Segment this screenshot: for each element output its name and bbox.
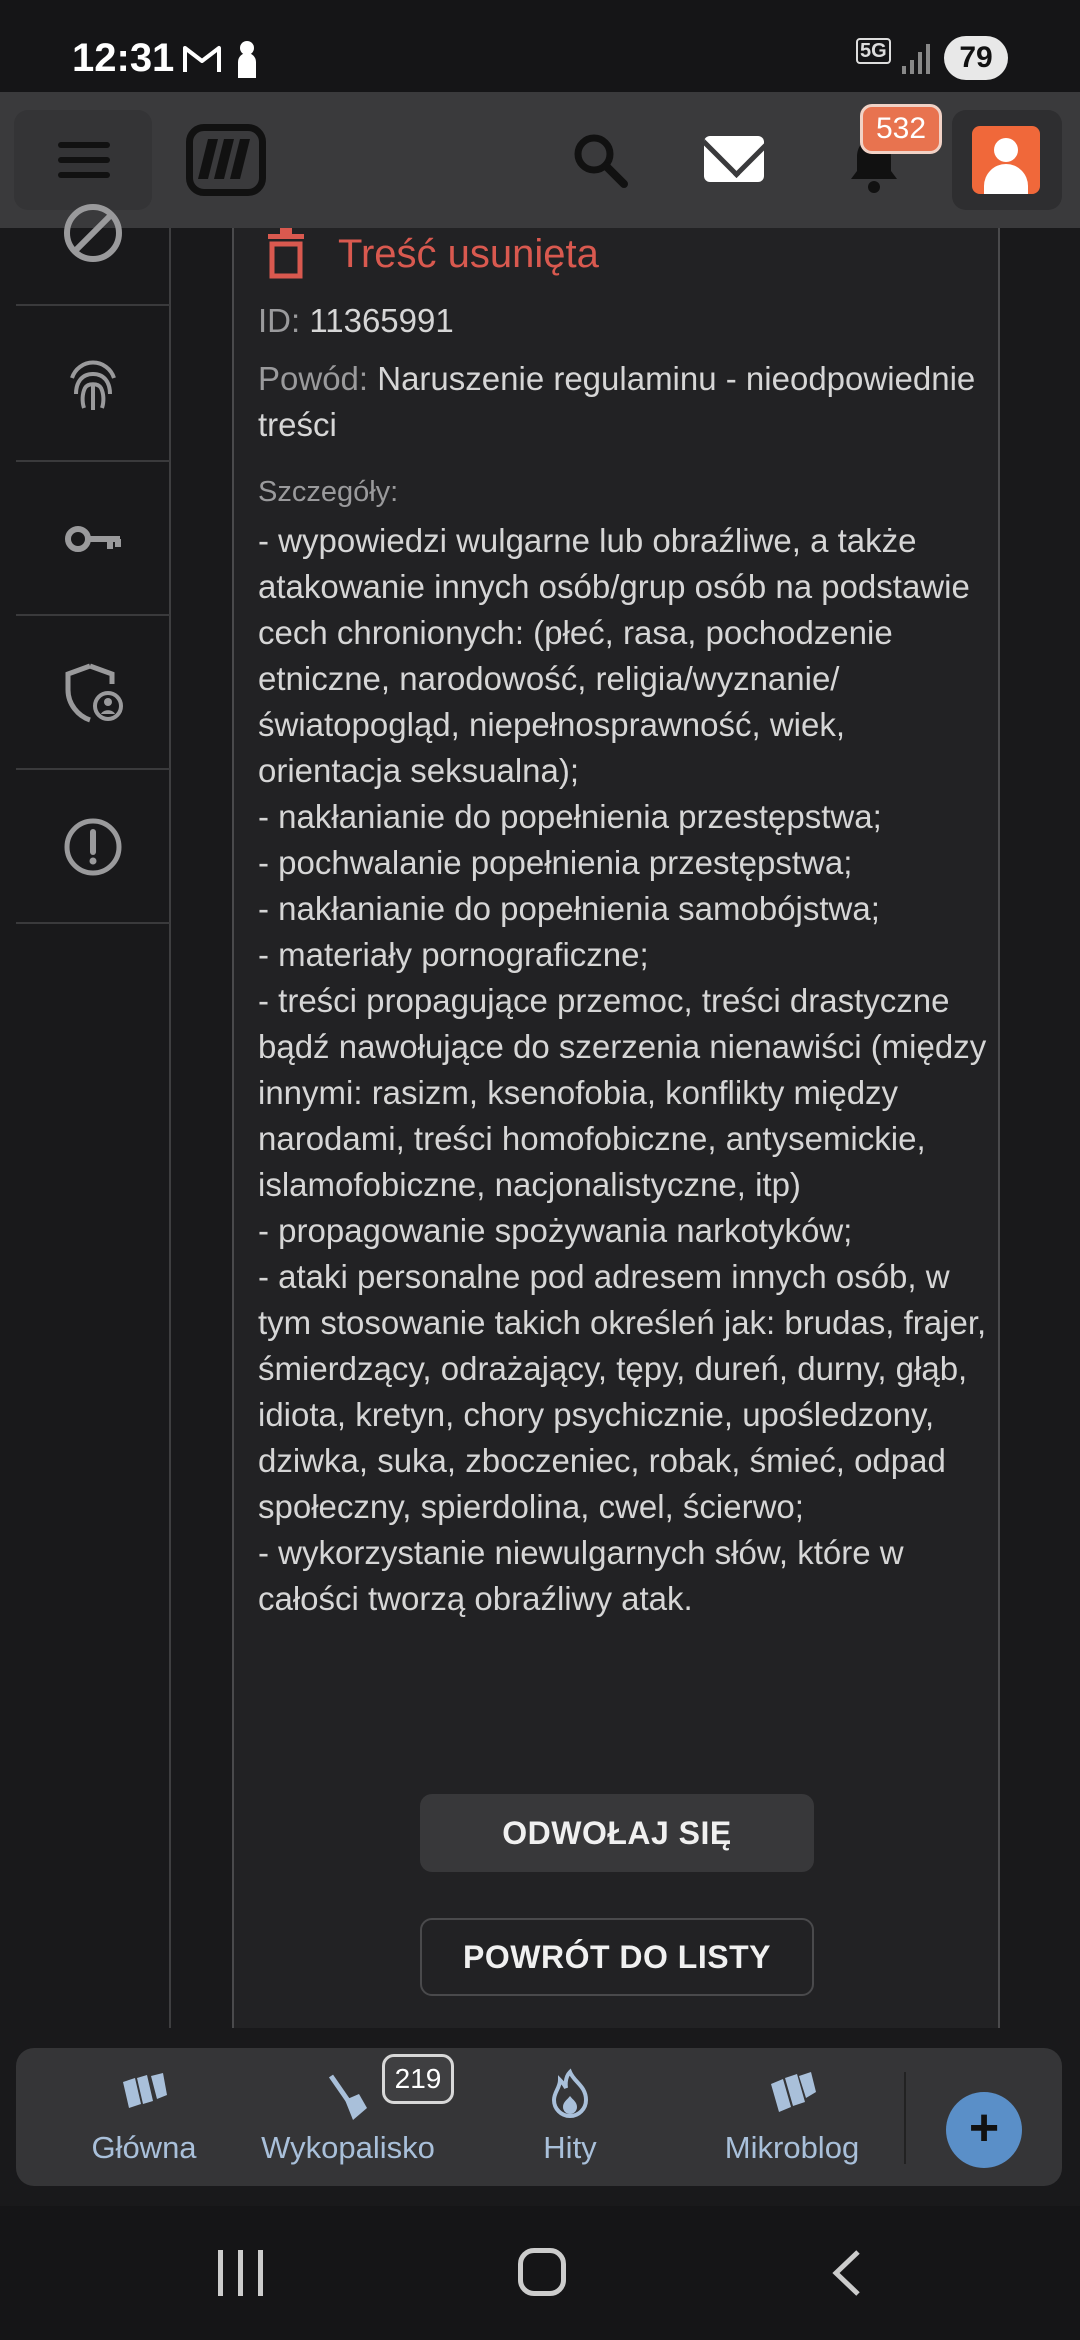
menu-icon — [58, 142, 110, 148]
nav-label: Główna — [91, 2130, 197, 2165]
sidebar-item-fingerprint[interactable] — [16, 308, 170, 462]
content-id — [258, 302, 454, 340]
details-text: - wypowiedzi wulgarne lub obraźliwe, a także atakowanie innych osób/grup osób na podstawie cech chronionych: (płeć, rasa, pochodzenie etniczne, narodowość, religia/wyznanie/światopogląd, niepełnosprawność, wiek, orientacja seksualna); - nakłanianie do popełnienia przestępstwa; - pochwalanie popełnienia przestępstwa; - nakłanianie do popełnienia samobójstwa; - materiały pornograficzne; - treści propagujące przemoc, treści drastyczne bądź nawołujące do szerzenia nienawiści (między innymi: rasizm, ksenofobia, konflikty między narodami, treści homofobiczne, antysemickie, islamofobiczne, nacjonalistyczne, itp) - propagowanie spożywania narkotyków; - ataki personalne pod adresem innych osób, w tym stosowanie takich określeń jak: brudas, frajer, śmierdzący, odrażający, tępy, dureń, durny, głąb, idiota, kretyn, chory psychicznie, upośledzony, dziwka, suka, zboczeniec, robak, śmieć, odpad społeczny, spierdolina, cwel, ścierwo; - wykorzystanie niewulgarnych słów, które w całości tworzą obraźliwy atak. — [258, 522, 987, 1617]
back-button[interactable] — [826, 2248, 866, 2298]
network-type: 5G — [856, 38, 891, 64]
nav-label: Wykopalisko — [261, 2130, 435, 2165]
status-bar — [0, 0, 1080, 92]
add-button[interactable]: + — [946, 2092, 1022, 2168]
trash-icon — [266, 228, 306, 280]
nav-separator — [904, 2072, 906, 2164]
nav-item-mikroblog[interactable] — [692, 2048, 892, 2186]
recents-button[interactable] — [218, 2250, 264, 2296]
sidebar-item-blocked[interactable] — [16, 152, 170, 306]
reason-value: Naruszenie regulaminu - nieodpowiednie treści — [258, 360, 976, 443]
key-icon — [62, 508, 124, 570]
nav-item-home[interactable] — [44, 2048, 244, 2186]
wykop-logo[interactable] — [186, 124, 266, 196]
back-to-list-button[interactable]: POWRÓT DO LISTY — [420, 1918, 814, 1996]
signal-icon — [900, 40, 934, 76]
deletion-reason — [258, 356, 978, 448]
nav-label: Hity — [543, 2130, 597, 2165]
notification-badge[interactable]: 532 — [860, 104, 942, 154]
shield-user-icon — [62, 662, 124, 724]
fingerprint-icon — [62, 354, 124, 416]
deleted-content-card — [232, 228, 1000, 2028]
system-nav-bar — [0, 2206, 1080, 2340]
blocked-icon — [62, 202, 124, 264]
mail-icon[interactable] — [704, 136, 764, 182]
home-logo-icon — [119, 2068, 169, 2118]
avatar — [972, 126, 1040, 194]
shovel-icon — [323, 2072, 373, 2122]
bottom-nav — [16, 2048, 1062, 2186]
deleted-title: Treść usunięta — [338, 232, 599, 276]
battery-indicator: 79 — [944, 36, 1008, 80]
id-value: 11365991 — [309, 302, 454, 339]
sidebar-item-password[interactable] — [16, 462, 170, 616]
avatar-button[interactable] — [952, 110, 1062, 210]
content-divider — [170, 228, 171, 2028]
fire-icon — [545, 2068, 595, 2118]
settings-sidebar — [16, 228, 170, 2028]
sidebar-item-privacy[interactable] — [16, 616, 170, 770]
home-button[interactable] — [518, 2248, 566, 2296]
wykopalisko-badge: 219 — [382, 2054, 454, 2104]
microblog-icon — [767, 2068, 817, 2118]
appeal-button[interactable]: ODWOŁAJ SIĘ — [420, 1794, 814, 1872]
alert-icon — [62, 816, 124, 878]
gmail-icon — [182, 44, 222, 74]
id-label: ID: — [258, 302, 301, 339]
reason-label: Powód: — [258, 360, 369, 397]
sidebar-item-reports[interactable] — [16, 770, 170, 924]
nav-label: Mikroblog — [724, 2130, 860, 2165]
search-icon[interactable] — [570, 130, 630, 190]
status-time: 12:31 — [72, 36, 175, 80]
nav-item-hity[interactable] — [470, 2048, 670, 2186]
details-label: Szczegóły: — [258, 476, 399, 508]
person-icon — [236, 40, 258, 78]
